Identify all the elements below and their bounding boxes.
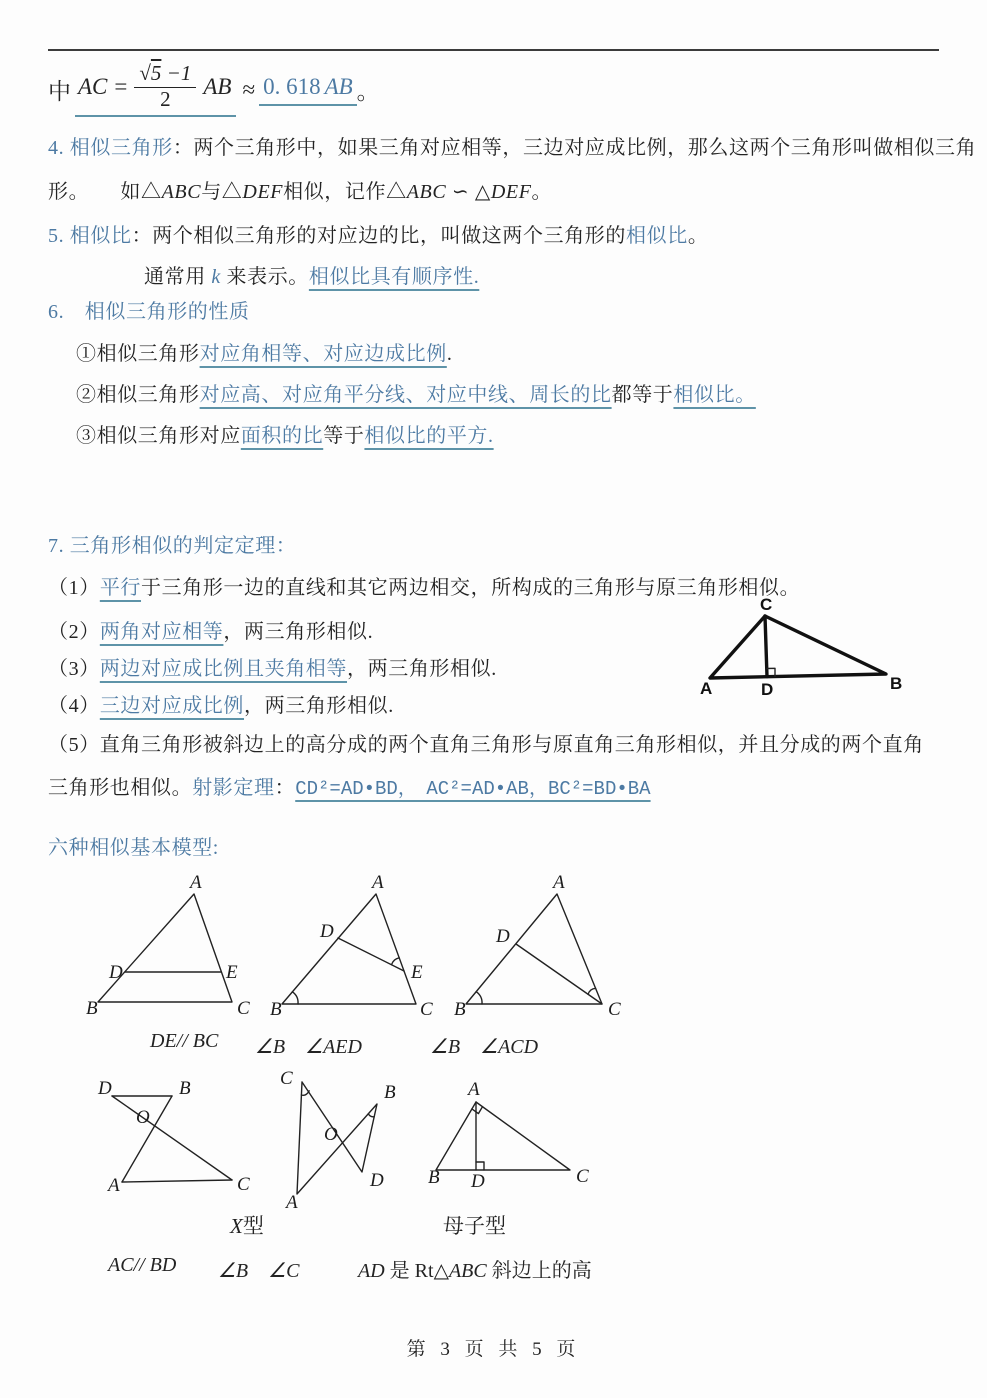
text-run: ，两三角形相似. (223, 621, 374, 643)
text-run: 。 (687, 225, 709, 247)
text-run: ABC (406, 181, 447, 203)
vertex-label-d: D (761, 680, 774, 699)
text-run: 。 (531, 181, 553, 203)
vertex-label-d: D (496, 926, 510, 947)
text-run: ∠B ∠ACD (430, 1036, 539, 1058)
vertex-label-c: C (576, 1166, 589, 1187)
text-run: CD²=AD•BD， AC²=AD•AB，BC²=BD•BA (295, 778, 651, 800)
text-run: ，两三角形相似. (347, 658, 497, 680)
text-run: 都等于 (611, 384, 674, 406)
caption-angle-b-aed (255, 1030, 362, 1059)
radicand: 5 (150, 61, 162, 85)
text-run: 相似比。 (673, 384, 756, 406)
right-angle-mark-a (472, 1107, 483, 1114)
formula-prefix: 中 (48, 79, 71, 105)
text-run: （4） (48, 695, 100, 717)
altitude-cd (765, 616, 767, 677)
item-6-heading (48, 290, 250, 334)
text-run: 平行 (99, 577, 142, 599)
model-1-parallel-de-bc (84, 872, 250, 1019)
item-7-heading (48, 524, 296, 568)
segment-ac (122, 1180, 232, 1182)
text-run: k (211, 266, 221, 288)
vertex-label-d: D (471, 1171, 485, 1192)
caption-mother-son (443, 1210, 506, 1240)
model-3-angle-acd (452, 872, 630, 1020)
angle-arc-b (368, 1114, 374, 1117)
text-run: 来表示。 (220, 266, 309, 288)
model-6-mother-son (428, 1080, 620, 1192)
approx-sign: ≈ (242, 76, 256, 102)
text-run: DEF (242, 181, 284, 203)
formula-lhs: AC (78, 73, 108, 99)
text-run: 7. 三角形相似的判定定理： (48, 535, 297, 557)
vertex-label-o: O (324, 1124, 338, 1145)
text-run: 相似比 (626, 225, 688, 247)
text-run: △ (221, 181, 243, 203)
page-number-footer: 第 3 页 共 5 页 (406, 1339, 581, 1360)
angle-arc-b (292, 992, 298, 1004)
vertex-label-a: A (286, 1192, 298, 1213)
formula-value (259, 74, 357, 106)
vertex-label-c: C (280, 1068, 293, 1089)
vertex-label-b: B (384, 1082, 396, 1103)
vertex-label-e: E (226, 962, 238, 983)
header-rule (48, 49, 939, 51)
formula-equals: = (114, 73, 128, 99)
model-2-angle-aed (268, 872, 446, 1020)
text-run: AD (358, 1260, 385, 1282)
text-run: 对应高、对应角平分线、对应中线、周长的比 (199, 384, 612, 406)
caption-ad-altitude (358, 1254, 592, 1283)
vertex-label-c: C (237, 1174, 250, 1195)
text-run: 相似比的平方. (364, 425, 494, 447)
text-run: 形。 如 (48, 181, 141, 203)
text-run: ③相似三角形对应 (76, 425, 241, 447)
sqrt-sign: √ (139, 61, 151, 85)
triangle-outline (98, 894, 232, 1002)
vertex-label-e: E (411, 962, 423, 983)
judgment-1 (48, 566, 800, 610)
text-run: 等于 (323, 425, 365, 447)
formula-value-ab: AB (324, 73, 353, 99)
text-run: ：两个三角形中，如果三角对应相等，三边对应成比例，那么这两个三角形叫做相似三角 (172, 137, 977, 159)
text-run: 型 (242, 1214, 264, 1238)
vertex-label-c: C (608, 999, 621, 1020)
vertex-label-d: D (320, 921, 334, 942)
vertex-label-d: D (370, 1170, 384, 1191)
vertex-label-c: C (420, 999, 433, 1020)
item-4-similar-triangles (48, 126, 976, 214)
text-run: ，两三角形相似. (244, 695, 394, 717)
formula-value-number: 0. 618 (263, 73, 321, 99)
text-run: 通常用 (144, 266, 212, 288)
vertex-label-c: C (237, 998, 250, 1019)
vertex-label-b: B (428, 1167, 440, 1188)
fraction-numerator (134, 62, 196, 88)
vertex-label-a: A (700, 679, 713, 698)
vertex-label-b: B (890, 674, 903, 693)
vertex-label-b: B (179, 1078, 191, 1099)
vertex-label-a: A (108, 1175, 120, 1196)
formula-period: 。 (356, 79, 380, 105)
caption-de-parallel-bc (150, 1030, 218, 1053)
vertex-label-b: B (454, 999, 466, 1020)
triangle-outline (282, 894, 416, 1004)
judgment-4 (48, 684, 394, 728)
text-run: 两角对应相等 (99, 621, 224, 643)
vertex-label-d: D (109, 962, 123, 983)
vertex-label-a: A (190, 872, 202, 893)
text-run: （1） (48, 577, 100, 599)
text-run: 相似比具有顺序性. (308, 266, 480, 288)
model-4-x-type (92, 1078, 250, 1196)
vertex-label-d: D (98, 1078, 112, 1099)
text-run: 5. 相似比 (48, 225, 132, 247)
text-run: ABC (448, 1260, 487, 1282)
item-5-similarity-ratio (48, 216, 708, 298)
text-run: 两边对应成比例且夹角相等 (99, 658, 348, 680)
triangle-outline (466, 894, 602, 1004)
text-run: 母子型 (443, 1214, 506, 1238)
text-run: DE// BC (150, 1030, 219, 1052)
text-run: 是 Rt (384, 1260, 434, 1282)
caption-angle-b-acd (430, 1030, 538, 1059)
text-run: 射影定理 (192, 777, 275, 799)
caption-ac-parallel-bd (108, 1254, 176, 1277)
text-run: DEF (490, 181, 532, 203)
text-run: 面积的比 (240, 425, 324, 447)
item-6-properties (76, 334, 756, 457)
vertex-label-c: C (760, 595, 773, 614)
models-heading (48, 826, 219, 870)
vertex-label-a: A (372, 872, 384, 893)
text-run: （3） (48, 658, 100, 680)
angle-arc-aed (392, 958, 400, 965)
triangle-outline (436, 1102, 570, 1170)
text-run: 三边对应成比例 (99, 695, 245, 717)
formula-ab: AB (203, 73, 232, 99)
text-run: ∽ (446, 181, 475, 203)
model-5-butterfly (262, 1070, 414, 1212)
judgment-triangle-figure (700, 595, 903, 699)
golden-ratio-formula (48, 62, 380, 117)
text-run: 4. 相似三角形 (48, 137, 173, 159)
text-run: △ (386, 181, 407, 203)
text-run: △ (433, 1260, 449, 1282)
text-run: ∠B ∠C (218, 1260, 300, 1282)
angle-arc-c (301, 1091, 309, 1096)
text-run: 于三角形一边的直线和其它两边相交，所构成的三角形与原三角形相似。 (141, 577, 801, 599)
text-run: 六种相似基本模型: (48, 837, 219, 859)
text-run: 相似，记作 (283, 181, 387, 203)
text-run: AC// BD (108, 1254, 177, 1276)
vertex-label-b: B (270, 999, 282, 1020)
text-run: △ (141, 181, 162, 203)
text-run: ①相似三角形 (76, 343, 200, 365)
text-run: △ (474, 181, 491, 203)
text-run: ：两个相似三角形的对应边的比，叫做这两个三角形的 (131, 225, 627, 247)
text-run: （2） (48, 621, 100, 643)
vertex-label-o: O (136, 1107, 150, 1128)
text-run: X (230, 1214, 243, 1238)
text-run: 对应角相等、对应边成比例 (199, 343, 447, 365)
vertex-label-a: A (468, 1079, 480, 1100)
text-run: （5）直角三角形被斜边上的高分成的两个直角三角形与原直角三角形相似，并且分成的两个直角 (48, 734, 924, 756)
text-run: 6. 相似三角形的性质 (48, 301, 250, 323)
text-run: ∠B ∠AED (255, 1036, 362, 1058)
text-run: ②相似三角形 (76, 384, 200, 406)
minus-one: −1 (161, 61, 192, 85)
text-run: 三角形也相似。 (48, 777, 193, 799)
formula-underlined-expression (75, 62, 236, 117)
triangle-outline (710, 616, 886, 678)
formula-fraction (134, 62, 196, 111)
caption-x-type (230, 1210, 264, 1240)
right-angle-mark-d (476, 1162, 484, 1170)
angle-arc-acd (588, 988, 596, 994)
vertex-label-a: A (553, 872, 565, 893)
fraction-denominator: 2 (160, 86, 171, 111)
vertex-label-b: B (86, 998, 98, 1019)
text-run: 斜边上的高 (486, 1260, 592, 1282)
judgment-5 (48, 724, 924, 811)
caption-angle-b-c (218, 1254, 299, 1283)
text-run: ABC (161, 181, 202, 203)
angle-arc-b (476, 992, 482, 1004)
text-run: . (446, 343, 453, 365)
text-run: ： (274, 777, 296, 799)
text-run: 与 (201, 181, 222, 203)
